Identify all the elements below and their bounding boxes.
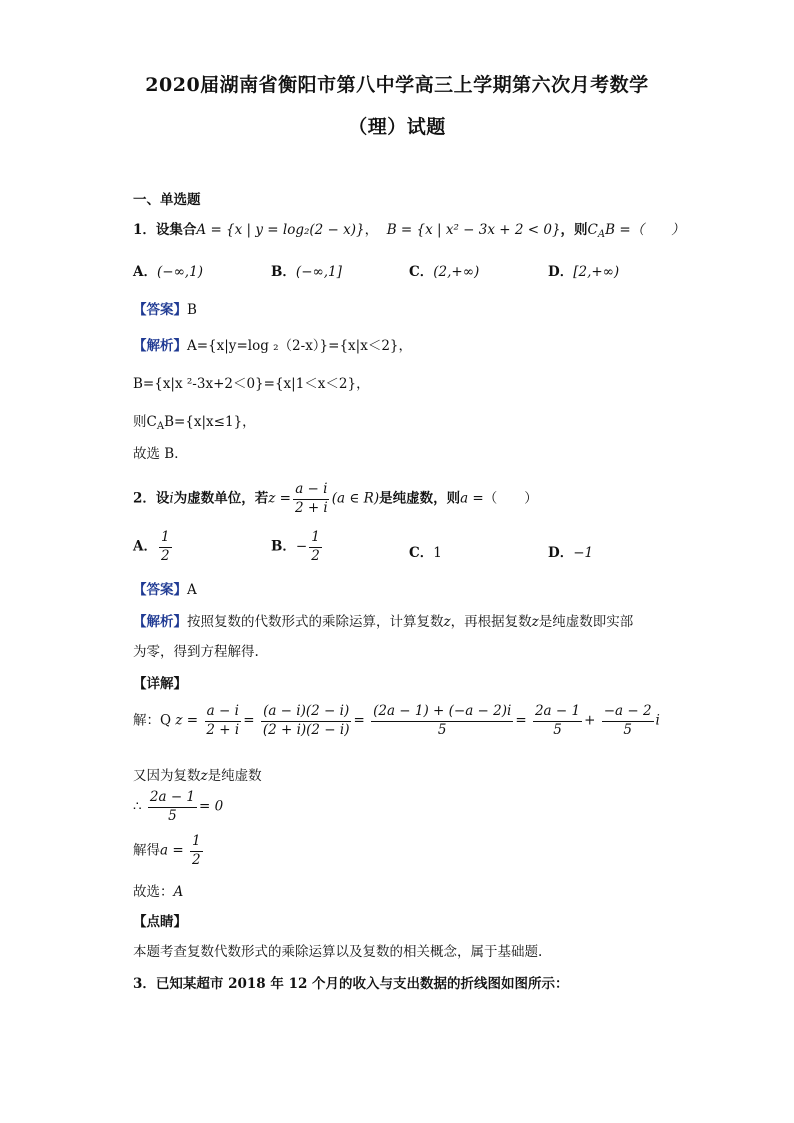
q1-analysis-3-sub: A [156,421,165,432]
q2-option-b-den: 2 [311,547,320,564]
q1-analysis-3 [133,410,256,432]
q2-option-a-label: A． [133,538,157,555]
q2-option-d-value: −1 [573,545,594,561]
q2-f5-num: −a − 2 [602,704,654,722]
q1-answer-value: B [187,302,197,318]
q1-analysis-1 [133,334,412,354]
q2-result-frac [190,834,203,868]
q2-choose [133,880,183,900]
q2-answer-value: A [187,582,197,598]
q2-eq-z: z = [175,712,199,729]
q2-option-c-value: 1 [433,545,442,561]
q1-analysis-2: B={x|x ²-3x+2＜0}={x|1＜x＜2}， [133,376,370,392]
q1-option-d-label: D． [548,264,574,280]
q2-option-c-label: C． [409,545,434,561]
q1-complement-tail: B =（ ） [605,222,685,238]
q2-choose-value: A [173,884,184,900]
q2-cond-rhs: = 0 [199,798,224,815]
q2-f1-den: 2 + i [206,721,240,738]
q2-cond: (a ∈ R) [331,490,380,507]
q2-analysis-1c: 是纯虚数即实部 [538,614,634,630]
q2-analysis-tag: 【解析】 [133,614,187,630]
q2-result-a: a = [160,842,184,859]
q1-option-c-value: (2,+∞) [433,264,480,280]
q2-a-eq: a = [460,490,484,507]
q2-solve-label: 解： [133,712,160,729]
q2-suffix: 是纯虚数，则 [379,490,461,507]
q2-detail-tag: 【详解】 [133,676,187,692]
q2-f3-den: 5 [437,721,447,738]
q2-frac-num: a − i [293,482,329,500]
q2-blank: （ ） [483,490,538,507]
q2-analysis-1 [133,610,633,630]
q1-analysis-1-text: A={x|y=log ₂（2-x）}={x|x＜2}， [187,338,412,354]
q1-option-a-value: (−∞,1) [156,264,203,280]
q2-fraction [293,482,330,516]
q2-prefix: 2．设 [133,490,170,507]
q2-i: i [169,490,174,507]
q2-option-a-den: 2 [160,547,170,564]
q2-analysis-z2: z [531,614,539,630]
q2-f2-num: (a − i)(2 − i) [261,704,351,722]
q1-prefix: 1．设集合 [133,222,197,238]
q1-option-b [271,260,342,280]
section-heading: 一、单选题 [133,192,201,208]
q2-f2-den: (2 + i)(2 − i) [262,721,350,738]
q1-option-a-label: A． [133,264,157,280]
q2-answer [133,578,197,598]
q2-cond-num: 2a − 1 [148,790,197,808]
q2-f5-den: 5 [623,721,632,738]
q2-also-b: 是纯虚数 [207,768,262,784]
q1-option-c-label: C． [409,264,434,280]
q2-result-den: 2 [191,851,201,868]
q1-set-b: B = {x | x² − 3x + 2 < 0} [386,222,561,238]
q2-also-a: 又因为复数 [133,768,201,784]
q2-also-z: z [200,768,208,784]
q2-f5 [602,704,654,738]
q2-analysis-1b: ，再根据复数 [450,614,532,630]
q2-analysis-z1: z [443,614,451,630]
q2-comment: 本题考查复数代数形式的乘除运算以及复数的相关概念，属于基础题. [133,944,543,960]
q2-f4 [533,704,582,738]
q1-answer [133,298,197,318]
q2-option-b-num: 1 [309,530,322,548]
q1-analysis-tag: 【解析】 [133,338,187,354]
q1-option-a [133,260,203,280]
q3-stem: 3．已知某超市 2018 年 12 个月的收入与支出数据的折线图如图所示： [133,976,569,992]
q2-cond-frac [148,790,197,824]
q2-answer-tag: 【答案】 [133,582,187,598]
q2-f1 [204,704,241,738]
q2-choose-label: 故选： [133,884,174,900]
q2-option-b-frac [309,530,322,564]
q2-cond-den: 5 [168,807,177,824]
q2-f3-num: (2a − 1) + (−a − 2)i [371,704,513,722]
q2-f4-num: 2a − 1 [533,704,582,722]
q2-result-label: 解得 [133,842,160,859]
q1-option-b-value: (−∞,1] [295,264,342,280]
q1-analysis-3-post: B={x|x≤1}， [164,414,256,430]
q2-because: Q [160,712,172,729]
q2-therefore: ∴ [133,798,142,815]
q2-solution-equation: 解：Q z = $\frac{a - i}{2 + i}$ = $\frac{(a - i)(2 - i)}{(2 + i)(2 - i)}$ = $\frac{(2a - 1) + (-a - 2)i}{5}$ = $\frac{2a - 1}{5}$ + $\frac{-a - 2}{5}$ i [133,703,660,738]
q2-condition [133,790,223,824]
q2-analysis-2: 为零，得到方程解得. [133,644,259,660]
q1-option-d-value: [2,+∞) [573,264,620,280]
q1-option-b-label: B． [271,264,296,280]
q2-stem [133,482,538,516]
q2-option-a-num: 1 [159,530,172,548]
exam-title-line2: （理）试题 [348,116,446,138]
exam-title-line1: 2020届湖南省衡阳市第八中学高三上学期第六次月考数学 [145,74,649,96]
q2-result [133,834,205,868]
q2-frac-den: 2 + i [294,499,328,516]
q2-mid: 为虚数单位，若 [173,490,269,507]
q1-stem [133,218,685,240]
q2-analysis-1a: 按照复数的代数形式的乘除运算，计算复数 [187,614,444,630]
q2-option-b-label: B． [271,538,296,555]
q2-option-c [409,541,442,561]
q1-option-d [548,260,619,280]
q2-f1-num: a − i [205,704,241,722]
q2-option-d-label: D． [548,545,574,561]
q1-set-a: A = {x | y = log₂(2 − x)} [196,222,365,238]
q1-comma: ， [364,222,379,238]
q2-f3 [371,704,513,738]
q1-option-c [409,260,479,280]
q2-comment-tag: 【点睛】 [133,914,187,930]
q2-z-eq: z = [268,490,291,507]
q1-analysis-4: 故选 B． [133,446,188,462]
q2-f2 [261,704,352,738]
q1-suffix: ，则 [560,222,588,238]
q2-option-b-sign: − [295,538,308,555]
q2-option-d [548,541,593,561]
q1-answer-tag: 【答案】 [133,302,187,318]
q2-also [133,764,262,784]
q2-tail-i: i [655,712,660,729]
q2-option-a-frac [159,530,172,564]
q1-analysis-3-pre: 则C [133,414,157,430]
q2-option-b [271,530,324,564]
q1-complement-sub: A [597,229,606,240]
q2-option-a [133,530,174,564]
q1-complement: C [587,222,598,238]
q2-result-num: 1 [190,834,203,852]
q2-f4-den: 5 [553,721,562,738]
